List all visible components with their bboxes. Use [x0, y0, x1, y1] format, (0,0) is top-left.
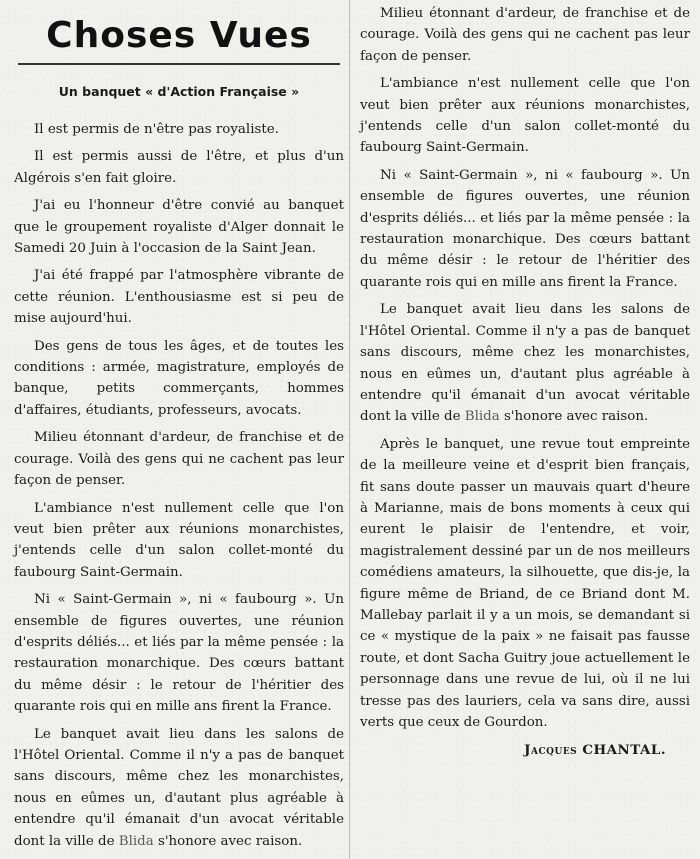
paragraph: Après le banquet, une revue tout empreinte de la meilleure veine et d'esprit bien français, fit sans doute passer un mauvais quart d'heure à Marianne, mais de bons moments à ceux qui eurent le plaisir de l'entendre, et voir, magistralement dessiné par un de nos meilleurs comédiens amateurs, la silhouette, que dis-je, la figure même de Briand, de ce Briand dont M. Mallebay parlait il y a un mois, se demandant si ce « mystique de la paix » ne faisait pas fausse route, et dont Sacha Guitry joue actuellement le personnage dans une revue de lui, où il ne lui tresse pas des lauriers, cela va sans dire, aussi verts que ceux de Gourdon.	[360, 436, 690, 730]
paragraph: Des gens de tous les âges, et de toutes les conditions : armée, magistrature, employés de banque, petits commerçants, hommes d'affaires, étudiants, professeurs, avocats.	[14, 338, 344, 418]
paragraph-text: Le banquet avait lieu dans les salons de l'Hôtel Oriental. Comme il n'y a pas de banquet sans discours, même chez les monarchistes, nous en eûmes un, d'autant plus agréable à entendre qu'il émanait d'un avocat véritable dont la ville de	[360, 302, 690, 425]
paragraph: Il est permis aussi de l'être, et plus d'un Algérois s'en fait gloire.	[14, 149, 344, 186]
paragraph-banquet	[360, 299, 690, 427]
paragraph: L'ambiance n'est nullement celle que l'on veut bien prêter aux réunions monarchistes, j'entends celle d'un salon collet-monté du faubourg Saint-Germain.	[14, 500, 344, 580]
column-divider	[349, 0, 350, 859]
paragraph: J'ai été frappé par l'atmosphère vibrante de cette réunion. L'enthousiasme est si peu de mise aujourd'hui.	[14, 268, 344, 327]
paragraph-banquet	[14, 724, 344, 852]
paragraph: Milieu étonnant d'ardeur, de franchise et de courage. Voilà des gens qui ne cachent pas leur façon de penser.	[14, 430, 344, 489]
paragraph: Il est permis de n'être pas royaliste.	[34, 122, 279, 137]
paragraph: Ni « Saint-Germain », ni « faubourg ». Un ensemble de figures ouvertes, une réunion d'esprits déliés... et liés par la même pensée : la restauration monarchique. Des cœurs battant du même désir : le retour de l'héritier des quarante rois qui en mille ans firent la France.	[14, 592, 344, 715]
paragraph-tail: s'honore avec raison.	[499, 409, 649, 425]
place-name: Blida	[464, 409, 500, 425]
paragraph: J'ai eu l'honneur d'être convié au banquet que le groupement royaliste d'Alger donnait le Samedi 20 Juin à l'occasion de la Saint Jean.	[14, 198, 344, 257]
place-name: Blida	[118, 833, 154, 849]
author-signature: Jacques CHANTAL.	[524, 742, 666, 759]
left-column	[14, 0, 344, 858]
paragraph: L'ambiance n'est nullement celle que l'on veut bien prêter aux réunions monarchistes, j'entends celle d'un salon collet-monté du faubourg Saint-Germain.	[360, 76, 690, 156]
article-subtitle: Un banquet « d'Action Française »	[58, 84, 300, 99]
article-title: Choses Vues	[46, 15, 312, 56]
title-rule	[18, 63, 340, 65]
paragraph-tail: s'honore avec raison.	[153, 833, 303, 849]
right-column	[360, 0, 690, 761]
paragraph-text: Le banquet avait lieu dans les salons de l'Hôtel Oriental. Comme il n'y a pas de banquet sans discours, même chez les monarchistes, nous en eûmes un, d'autant plus agréable à entendre qu'il émanait d'un avocat véritable dont la ville de	[14, 726, 344, 849]
paragraph: Milieu étonnant d'ardeur, de franchise et de courage. Voilà des gens qui ne cachent pas leur façon de penser.	[360, 6, 690, 64]
paragraph: Ni « Saint-Germain », ni « faubourg ». Un ensemble de figures ouvertes, une réunion d'esprits déliés... et liés par la même pensée : la restauration monarchique. Des cœurs battant du même désir : le retour de l'héritier des quarante rois qui en mille ans firent la France.	[360, 167, 690, 290]
